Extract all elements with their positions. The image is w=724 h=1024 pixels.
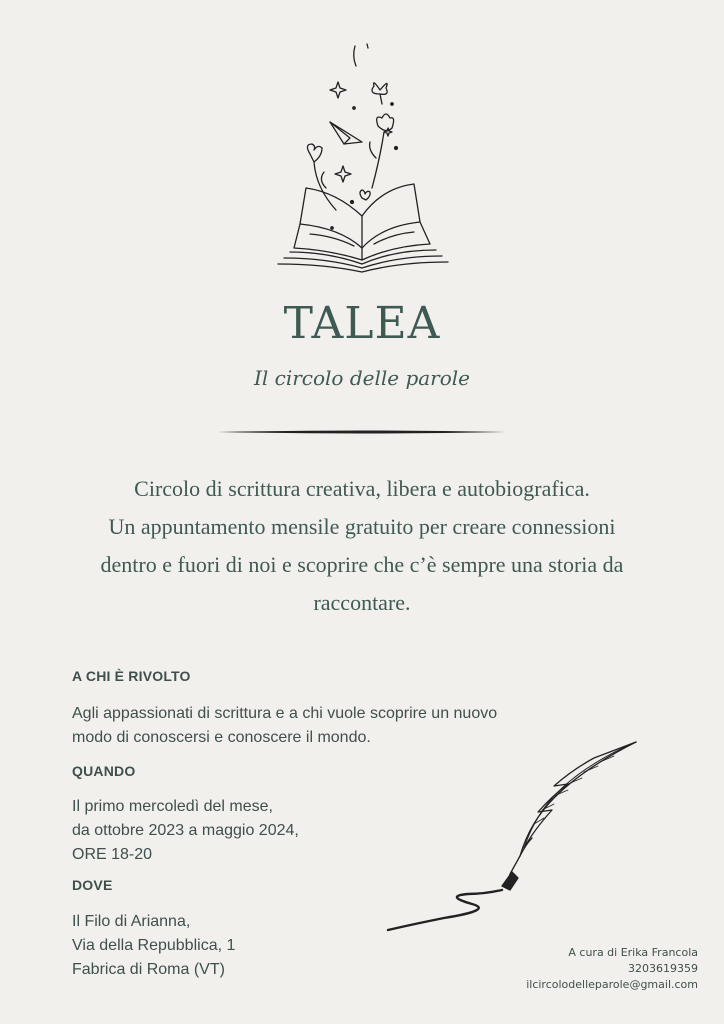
divider — [218, 428, 506, 436]
text-line: ORE 18-20 — [72, 846, 153, 863]
credits — [526, 945, 698, 993]
section-text-when — [72, 795, 299, 867]
description-line: Un appuntamento mensile gratuito per creare connessioni — [108, 514, 616, 539]
section-text-where — [72, 910, 235, 982]
description-line: raccontare. — [313, 590, 411, 615]
text-line: da ottobre 2023 a maggio 2024, — [72, 822, 299, 839]
section-label-where: DOVE — [72, 877, 113, 893]
text-line: modo di conoscersi e conoscere il mondo. — [72, 729, 371, 746]
text-line: Il Filo di Arianna, — [72, 913, 191, 930]
description-line: Circolo di scrittura creativa, libera e autobiografica. — [134, 476, 590, 501]
text-line: Agli appassionati di scrittura e a chi vuole scoprire un nuovo — [72, 705, 498, 722]
section-label-who: A CHI È RIVOLTO — [72, 668, 191, 684]
credit-author: A cura di Erika Francola — [568, 946, 698, 959]
section-label-when: QUANDO — [72, 763, 136, 779]
page-title: TALEA — [283, 298, 441, 349]
description — [40, 470, 684, 622]
description-line: dentro e fuori di noi e scoprire che c’è sempre una storia da — [100, 552, 624, 577]
text-line: Il primo mercoledì del mese, — [72, 798, 273, 815]
credit-email: ilcircolodelleparole@gmail.com — [526, 978, 698, 991]
text-line: Via della Repubblica, 1 — [72, 937, 236, 954]
open-book-with-flowers-icon — [270, 38, 460, 278]
quill-pen-icon — [384, 738, 644, 938]
page-subtitle: Il circolo delle parole — [253, 366, 471, 390]
credit-phone: 3203619359 — [628, 962, 698, 975]
text-line: Fabrica di Roma (VT) — [72, 961, 225, 978]
